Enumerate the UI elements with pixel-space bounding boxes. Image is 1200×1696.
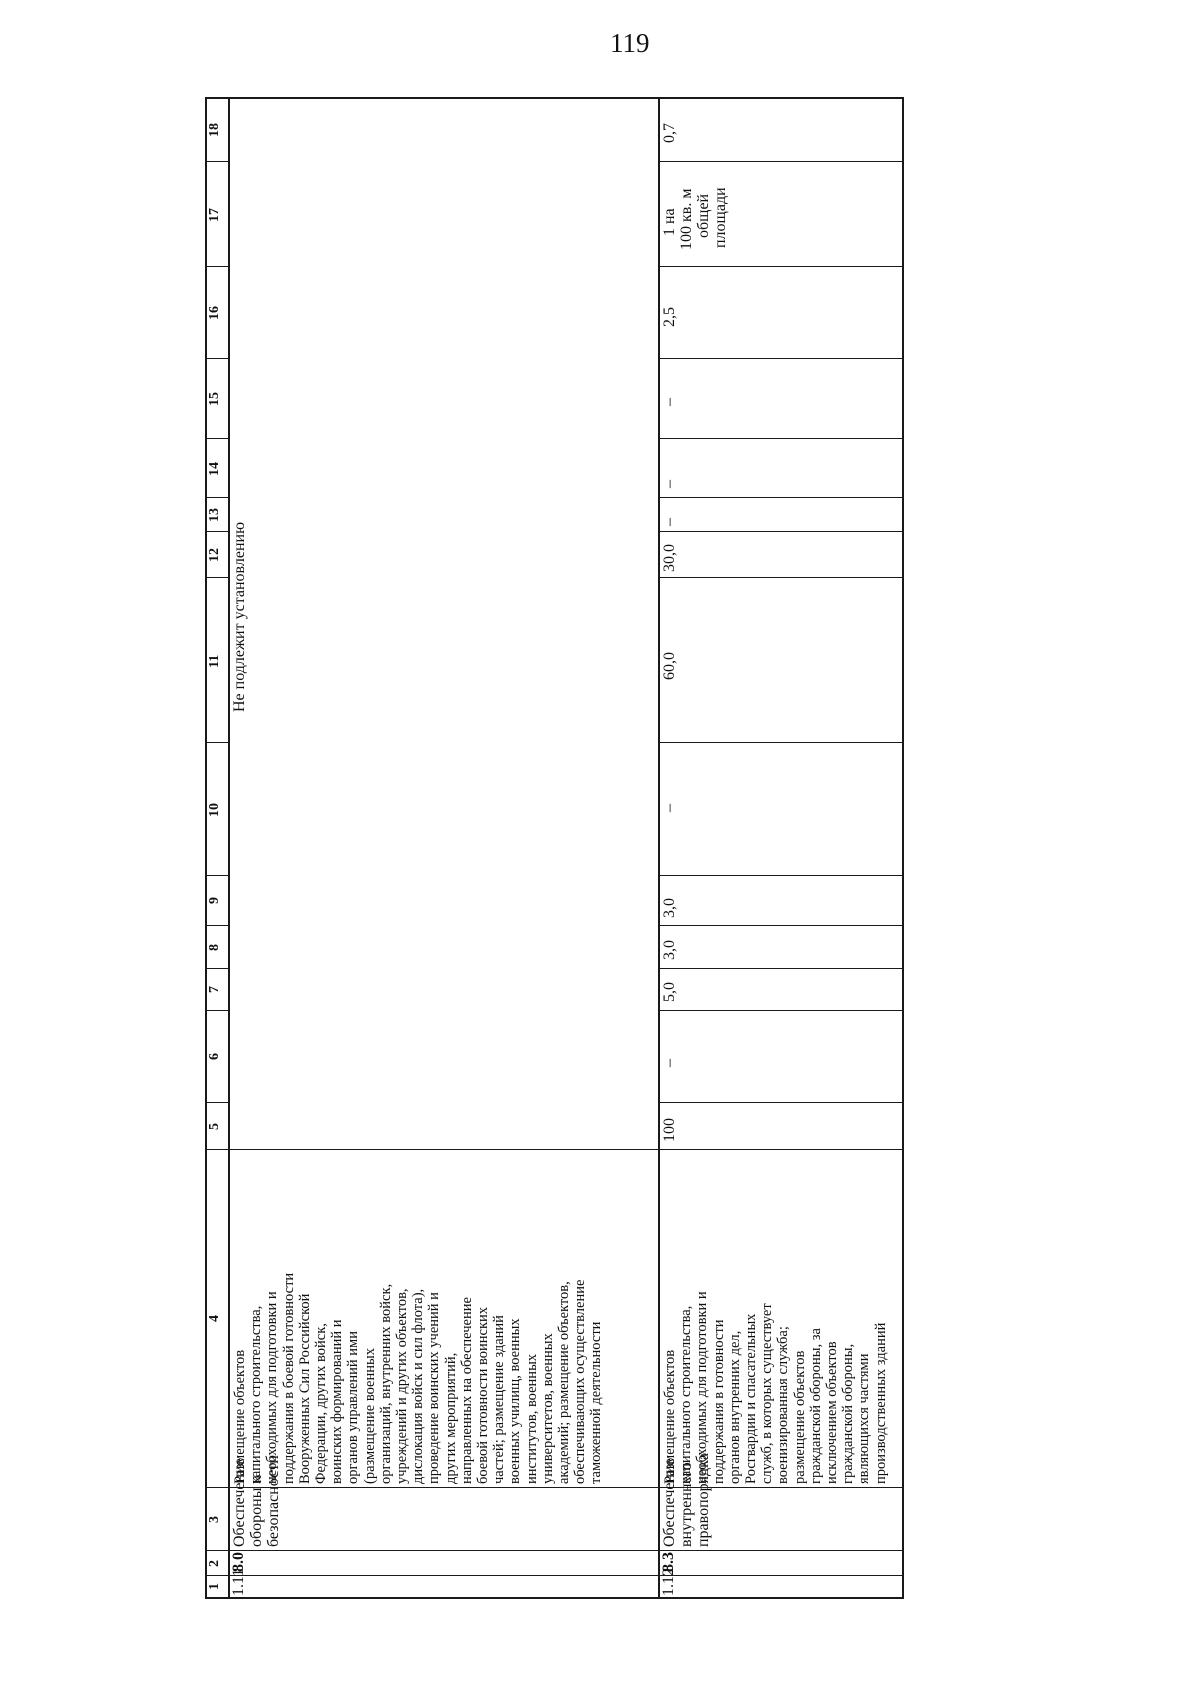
column-divider-row2 [658,161,902,162]
row-1-12-col8: 3,0 [661,940,678,960]
column-divider-header [205,742,228,743]
row-1-11-description-line: институтов, военных [523,1353,540,1484]
row-1-12-col16: 2,5 [661,307,678,327]
row-1-12-description-line: поддержания в готовности [710,1319,727,1484]
column-divider-row2 [658,497,902,498]
column-number-header: 16 [207,306,222,320]
row-1-11-description-line: таможенной деятельности [588,1321,605,1484]
column-divider-header [205,497,228,498]
column-divider-header [205,531,228,532]
column-divider-row2 [658,1550,902,1551]
column-divider-header [205,1102,228,1103]
row-1-11-number: 1.11 [230,1568,247,1596]
header-row-divider [228,97,230,1597]
row-1-11-description-line: боевой готовности воинских [475,1306,491,1484]
row-1-12-col18: 0,7 [661,123,678,143]
row-1-12-col15: – [661,398,678,406]
row-1-12-col17-line: общей [695,193,712,238]
row-1-11-description-line: университетов, военных [539,1333,556,1484]
row-1-11-description-line: поддержания в боевой готовности [280,1272,297,1484]
row-1-12-col6: – [661,1059,678,1067]
row-1-12-col7: 5,0 [661,982,678,1002]
row-1-12-description-line: исключением объектов [824,1341,840,1484]
row-1-11-category-line: обороны и [248,1474,265,1547]
column-divider-row2 [658,577,902,578]
row-1-12-col10: – [661,804,678,812]
column-divider-header [205,266,228,267]
row-1-11-code: 8.0 [230,1552,247,1572]
column-divider-header [205,1010,228,1011]
row-1-12-col17-line: 1 на [661,208,678,236]
row-1-12-number: 1.12 [660,1568,677,1596]
row-1-11-merged-note: Не подлежит установлению [231,521,248,712]
row-1-11-description-line: Вооруженных Сил Российской [296,1293,313,1484]
row-1-12-description-line: Размещение объектов [662,1349,678,1484]
column-number-header: 18 [207,123,222,137]
row-1-12-description-line: необходимых для подготовки и [694,1291,711,1484]
column-number-header: 3 [207,1515,222,1523]
column-divider-header [205,577,228,578]
row-1-12-col9: 3,0 [661,898,678,918]
row-divider [658,97,660,1597]
column-number-header: 13 [207,508,222,522]
column-divider-row2 [658,1102,902,1103]
row-1-12-category-line: Обеспечение [661,1458,678,1547]
row-1-12-code: 8.3 [660,1552,677,1572]
row-1-12-description-line: военизированная служба; [775,1326,792,1484]
column-divider-row2 [658,531,902,532]
column-divider-header [205,968,228,969]
row-1-12-description-line: органов внутренних дел, [726,1330,743,1484]
column-divider-header [205,438,228,439]
column-divider-row2 [658,1010,902,1011]
row-1-11-description-line: военных училищ, военных [507,1318,524,1484]
row-1-11-description-line: Федерации, других войск, [313,1323,329,1484]
row-1-12-category-line: внутреннего [678,1462,695,1547]
row-1-11-description-line: обеспечивающих осуществление [572,1279,589,1484]
table-border-right [902,97,904,1598]
row-1-11-description-line: частей; размещение зданий [491,1315,508,1484]
row-1-12-col14: – [661,480,678,488]
row-1-11-category-line: безопасности [265,1455,282,1547]
row-1-12-description-line: гражданской обороны, [840,1343,857,1484]
row-1-12-description-line: размещение объектов [791,1350,808,1484]
column-number-header: 1 [207,1583,222,1590]
page-number: 119 [610,28,650,58]
row-1-11-description-line: органов управлений ими [345,1331,362,1484]
column-number-header: 7 [207,986,222,993]
row-1-11-description-line: организаций, внутренних войск, [377,1283,394,1484]
column-divider-row2 [658,1149,902,1150]
column-divider-header [205,1487,228,1488]
column-number-header: 14 [207,461,222,476]
column-number-header: 12 [207,548,222,562]
row-1-11-description-line: академий; размещение объектов, [556,1281,572,1484]
column-divider-row1 [228,1550,658,1551]
row-1-12-col17-line: площади [712,187,729,248]
column-number-header: 10 [207,802,222,817]
row-1-12-category-line: правопорядка [695,1453,712,1547]
row-1-11-description-line: направленных на обеспечение [458,1297,475,1484]
row-1-12-col13: – [661,518,678,526]
column-divider-header [205,875,228,876]
table-border-bottom [205,1597,904,1599]
column-divider-header [205,161,228,162]
column-number-header: 2 [207,1559,222,1567]
row-1-11-description-line: воинских формирований и [329,1319,346,1484]
row-1-12-description-line: гражданской обороны, за [807,1328,824,1484]
column-divider-row2 [658,875,902,876]
column-number-header: 9 [207,897,222,904]
column-divider-row1 [228,1575,658,1576]
column-divider-header [205,358,228,359]
row-1-12-description-line: капитального строительства, [678,1305,695,1484]
column-number-header: 15 [207,392,222,406]
row-1-11-description-line: дислокация войск и сил флота), [410,1288,427,1484]
column-divider-row2 [658,925,902,926]
row-1-12-col17-line: 100 кв. м [678,188,695,250]
column-number-header: 8 [207,943,222,951]
column-divider-row1 [228,1149,658,1150]
column-divider-row2 [658,266,902,267]
column-divider-header [205,1550,228,1551]
column-divider-row2 [658,438,902,439]
table-border-left [205,97,207,1597]
row-1-12-col5: 100 [661,1118,678,1142]
column-divider-header [205,1575,228,1576]
row-1-11-description-line: проведение воинских учений и [426,1292,443,1484]
column-number-header: 17 [207,207,222,222]
row-1-11-description-line: необходимых для подготовки и [264,1291,281,1484]
column-divider-row1 [228,1487,658,1488]
column-divider-row2 [658,1575,902,1576]
row-1-12-description-line: являющихся частями [856,1353,873,1484]
row-1-12-description-line: служб, в которых существует [759,1303,776,1484]
row-1-11-description-line: (размещение военных [361,1348,378,1484]
column-number-header: 4 [207,1315,222,1322]
column-divider-row2 [658,968,902,969]
row-1-11-description-line: учреждений и других объектов, [394,1288,410,1484]
column-divider-header [205,1149,228,1150]
column-number-header: 6 [207,1053,222,1060]
column-divider-row2 [658,358,902,359]
table-border-top [205,97,904,99]
column-number-header: 11 [207,654,222,668]
column-divider-header [205,925,228,926]
row-1-11-description-line: других мероприятий, [442,1352,459,1484]
row-1-11-category-line: Обеспечение [231,1458,248,1547]
column-divider-row2 [658,742,902,743]
row-1-12-description-line: производственных зданий [872,1322,889,1484]
row-1-12-col11: 60,0 [661,652,678,680]
column-number-header: 5 [207,1122,222,1130]
row-1-12-description-line: Росгвардии и спасательных [743,1313,759,1484]
row-1-11-description-line: Размещение объектов [232,1349,248,1484]
row-1-12-col12: 30,0 [661,544,678,572]
row-1-11-description-line: капитального строительства, [248,1305,265,1484]
